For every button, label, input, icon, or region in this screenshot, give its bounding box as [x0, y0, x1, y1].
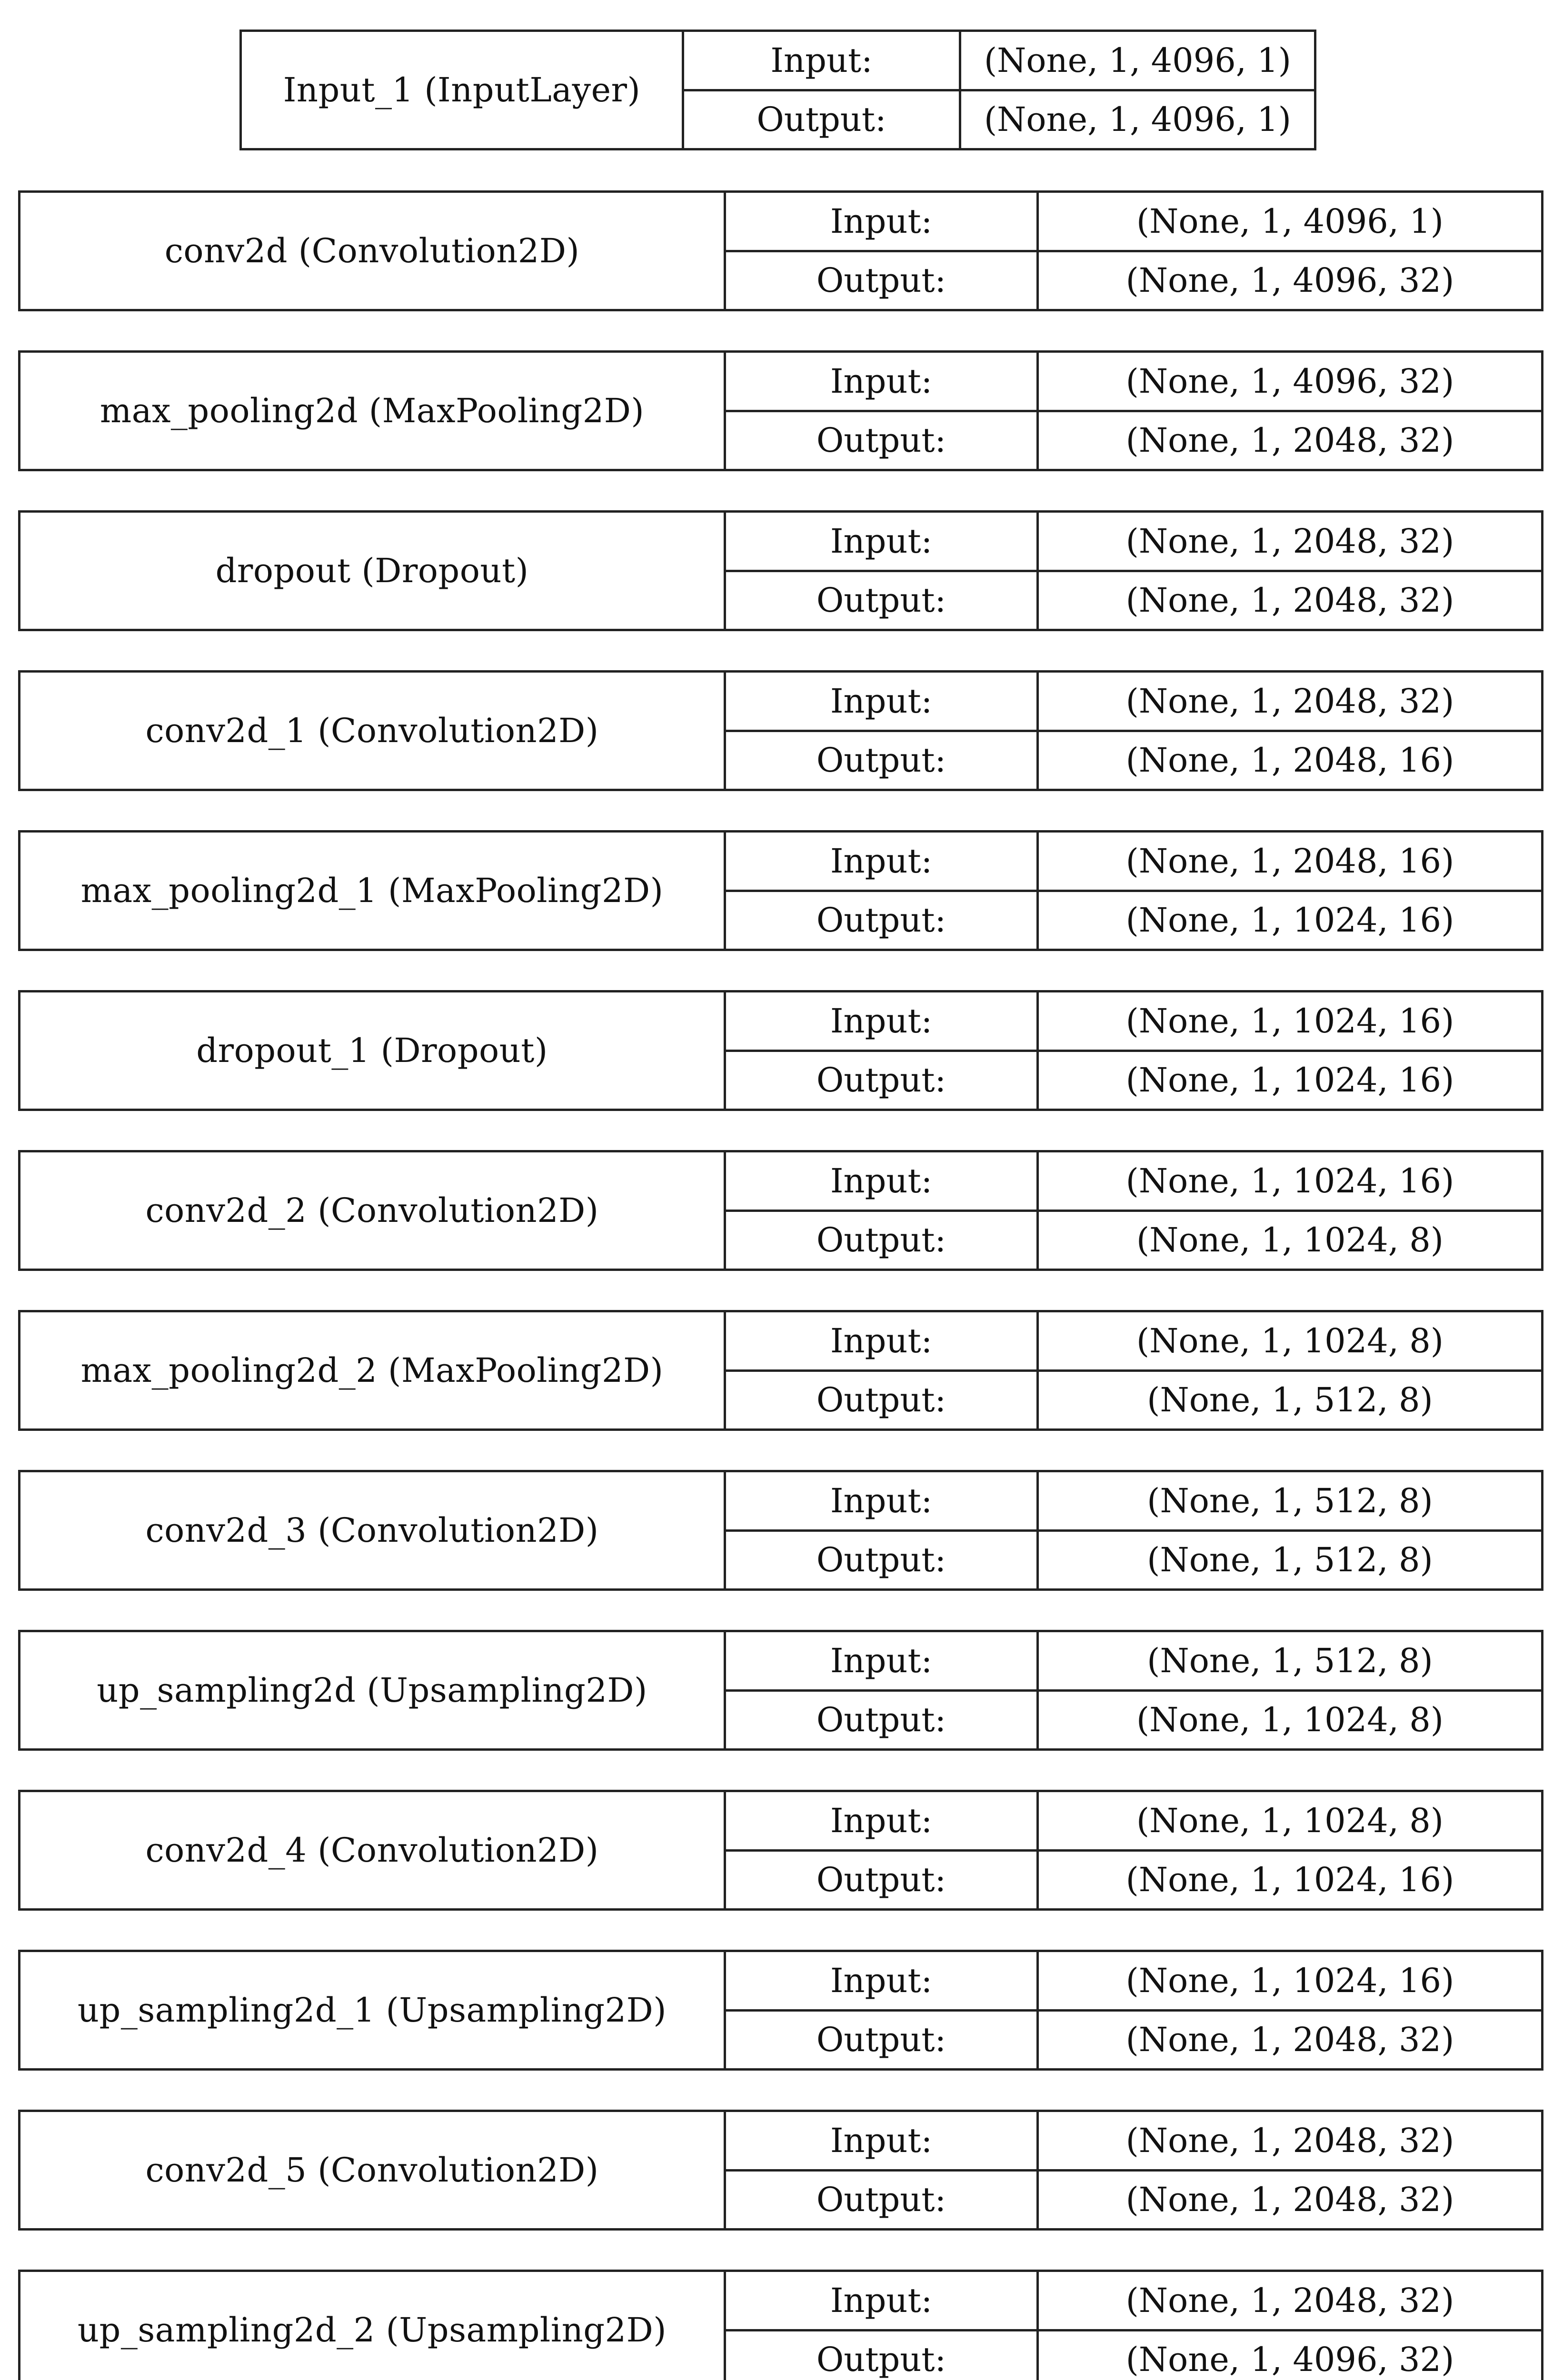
input-label: Input: [684, 32, 959, 91]
shape-value-column [1039, 1472, 1541, 1588]
output-label: Output: [816, 421, 946, 460]
layer-name: conv2d (Convolution2D) [20, 193, 726, 309]
output-label: Output: [816, 901, 946, 940]
shape-value-column [1039, 1312, 1541, 1428]
layer-block [18, 1790, 1543, 1911]
io-label-column [726, 1952, 1039, 2068]
layer-name: Input_1 (InputLayer) [242, 32, 684, 148]
io-label-column [726, 2112, 1039, 2228]
layer-name: dropout_1 (Dropout) [20, 992, 726, 1109]
layer-block [239, 30, 1316, 150]
io-label-column [726, 2272, 1039, 2380]
input-label: Input: [726, 513, 1036, 572]
output-label: Output: [816, 2180, 946, 2220]
shape-value-column [1039, 1152, 1541, 1269]
io-label-column [726, 992, 1039, 1109]
output-shape: (None, 1, 2048, 32) [1125, 2020, 1454, 2060]
io-label-column [726, 1632, 1039, 1748]
input-label: Input: [726, 1632, 1036, 1692]
input-shape: (None, 1, 2048, 32) [1039, 2112, 1541, 2172]
layer-block [18, 1630, 1543, 1751]
layer-name: max_pooling2d (MaxPooling2D) [20, 353, 726, 469]
output-label: Output: [816, 1860, 946, 1900]
input-shape: (None, 1, 1024, 16) [1039, 1152, 1541, 1212]
input-label: Input: [726, 353, 1036, 412]
input-shape: (None, 1, 2048, 32) [1039, 513, 1541, 572]
layer-block [18, 350, 1543, 471]
shape-value-column [1039, 2272, 1541, 2380]
layer-block [18, 1470, 1543, 1591]
layer-block [18, 1950, 1543, 2071]
output-label: Output: [816, 2340, 946, 2380]
output-label: Output: [816, 1700, 946, 1740]
input-label: Input: [726, 1952, 1036, 2012]
layer-name: conv2d_5 (Convolution2D) [20, 2112, 726, 2228]
output-shape: (None, 1, 1024, 16) [1125, 1061, 1454, 1100]
output-shape: (None, 1, 4096, 32) [1125, 2340, 1454, 2380]
output-label: Output: [816, 741, 946, 780]
shape-value-column [1039, 673, 1541, 789]
output-shape: (None, 1, 512, 8) [1147, 1540, 1433, 1580]
input-label: Input: [726, 2112, 1036, 2172]
layer-block [18, 670, 1543, 791]
layer-name: conv2d_4 (Convolution2D) [20, 1792, 726, 1908]
output-label: Output: [816, 1380, 946, 1420]
input-label: Input: [726, 992, 1036, 1052]
output-shape: (None, 1, 512, 8) [1147, 1380, 1433, 1420]
output-label: Output: [816, 1540, 946, 1580]
layer-block [18, 510, 1543, 631]
layer-name: up_sampling2d_2 (Upsampling2D) [20, 2272, 726, 2380]
layer-block [18, 190, 1543, 311]
input-shape: (None, 1, 4096, 1) [1039, 193, 1541, 252]
layer-block [18, 2270, 1543, 2380]
shape-value-column [1039, 1952, 1541, 2068]
layer-name: up_sampling2d_1 (Upsampling2D) [20, 1952, 726, 2068]
shape-value-column [1039, 513, 1541, 629]
shape-value-column [1039, 1792, 1541, 1908]
input-shape: (None, 1, 1024, 16) [1039, 992, 1541, 1052]
output-label: Output: [816, 1220, 946, 1260]
input-label: Input: [726, 1312, 1036, 1372]
input-label: Input: [726, 193, 1036, 252]
io-label-column [726, 1792, 1039, 1908]
shape-value-column [1039, 2112, 1541, 2228]
io-label-column [726, 513, 1039, 629]
input-label: Input: [726, 2272, 1036, 2331]
io-label-column [726, 673, 1039, 789]
io-label-column [726, 193, 1039, 309]
layer-block [18, 990, 1543, 1111]
output-label: Output: [816, 1061, 946, 1100]
output-shape: (None, 1, 2048, 32) [1125, 2180, 1454, 2220]
input-label: Input: [726, 1472, 1036, 1532]
layer-name: max_pooling2d_2 (MaxPooling2D) [20, 1312, 726, 1428]
shape-value-column [1039, 353, 1541, 469]
output-shape: (None, 1, 4096, 1) [984, 100, 1292, 139]
output-label: Output: [816, 261, 946, 300]
io-label-column [726, 353, 1039, 469]
io-label-column [726, 1152, 1039, 1269]
input-label: Input: [726, 673, 1036, 732]
layer-block [18, 2110, 1543, 2231]
shape-value-column [961, 32, 1314, 148]
layer-name: conv2d_2 (Convolution2D) [20, 1152, 726, 1269]
input-shape: (None, 1, 2048, 16) [1039, 833, 1541, 892]
shape-value-column [1039, 1632, 1541, 1748]
input-label: Input: [726, 833, 1036, 892]
shape-value-column [1039, 833, 1541, 949]
layer-name: up_sampling2d (Upsampling2D) [20, 1632, 726, 1748]
input-shape: (None, 1, 2048, 32) [1039, 2272, 1541, 2331]
layer-block [18, 1150, 1543, 1271]
input-label: Input: [726, 1792, 1036, 1852]
layer-name: max_pooling2d_1 (MaxPooling2D) [20, 833, 726, 949]
input-shape: (None, 1, 1024, 8) [1039, 1792, 1541, 1852]
shape-value-column [1039, 992, 1541, 1109]
output-shape: (None, 1, 4096, 32) [1125, 261, 1454, 300]
output-shape: (None, 1, 1024, 8) [1136, 1220, 1444, 1260]
shape-value-column [1039, 193, 1541, 309]
io-label-column [726, 1472, 1039, 1588]
input-shape: (None, 1, 4096, 1) [961, 32, 1314, 91]
input-shape: (None, 1, 1024, 16) [1039, 1952, 1541, 2012]
io-label-column [726, 1312, 1039, 1428]
output-shape: (None, 1, 2048, 16) [1125, 741, 1454, 780]
input-label: Input: [726, 1152, 1036, 1212]
output-label: Output: [816, 581, 946, 620]
io-label-column [684, 32, 961, 148]
output-shape: (None, 1, 1024, 8) [1136, 1700, 1444, 1740]
layer-block [18, 1310, 1543, 1431]
input-shape: (None, 1, 4096, 32) [1039, 353, 1541, 412]
layer-name: conv2d_3 (Convolution2D) [20, 1472, 726, 1588]
input-shape: (None, 1, 1024, 8) [1039, 1312, 1541, 1372]
output-shape: (None, 1, 1024, 16) [1125, 1860, 1454, 1900]
layer-block [18, 830, 1543, 951]
layer-name: dropout (Dropout) [20, 513, 726, 629]
output-label: Output: [757, 100, 886, 139]
output-shape: (None, 1, 1024, 16) [1125, 901, 1454, 940]
layer-name: conv2d_1 (Convolution2D) [20, 673, 726, 789]
input-shape: (None, 1, 2048, 32) [1039, 673, 1541, 732]
output-label: Output: [816, 2020, 946, 2060]
output-shape: (None, 1, 2048, 32) [1125, 421, 1454, 460]
io-label-column [726, 833, 1039, 949]
input-shape: (None, 1, 512, 8) [1039, 1472, 1541, 1532]
output-shape: (None, 1, 2048, 32) [1125, 581, 1454, 620]
input-shape: (None, 1, 512, 8) [1039, 1632, 1541, 1692]
